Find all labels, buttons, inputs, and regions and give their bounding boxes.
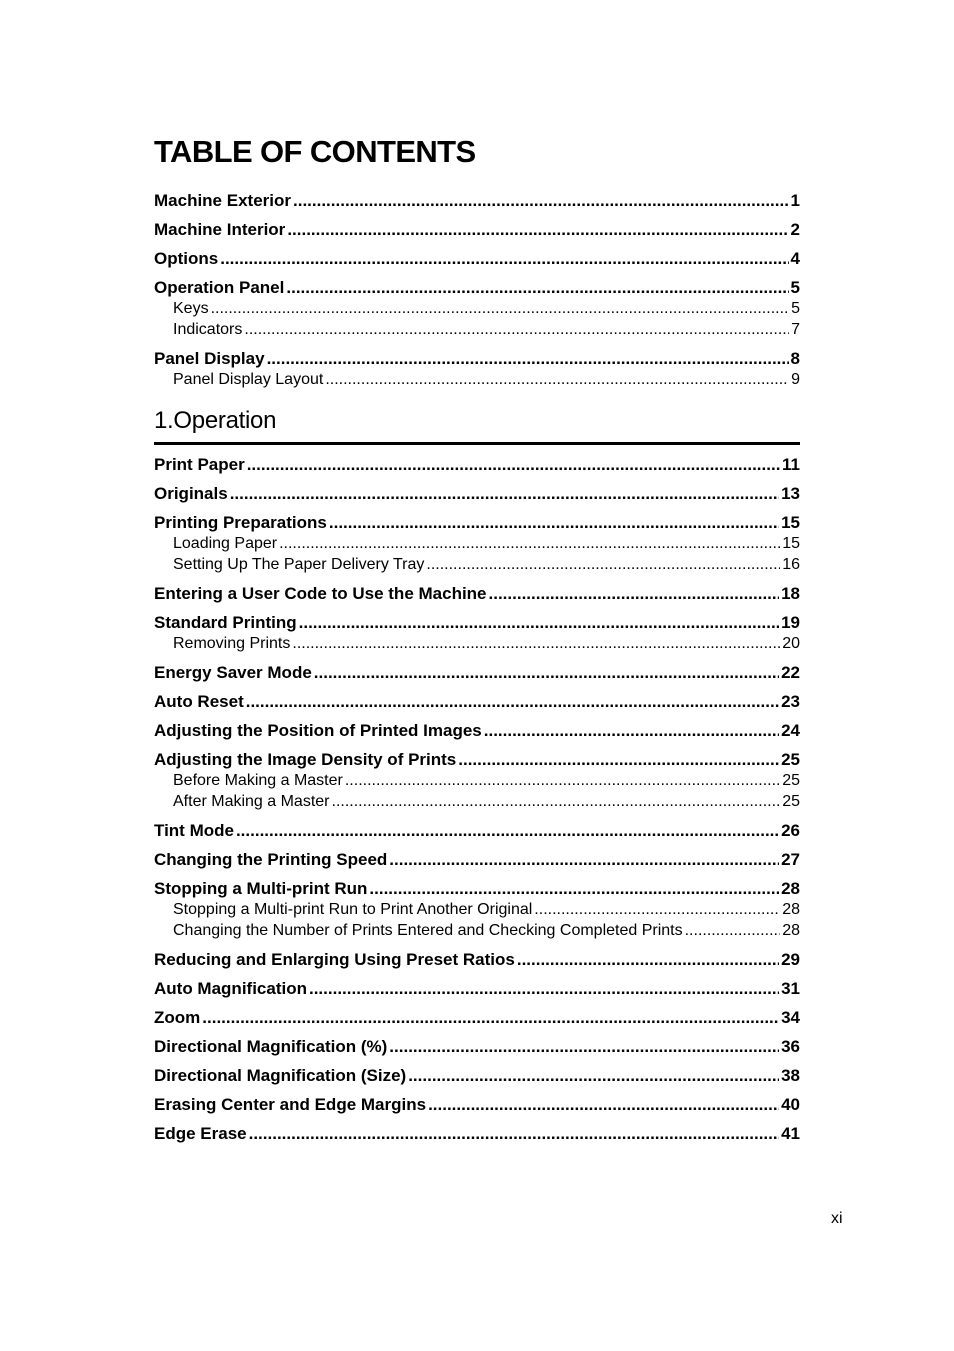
toc-entry-page: 11 — [782, 455, 800, 474]
toc-subentry[interactable] — [154, 770, 800, 791]
dot-leader — [249, 1123, 779, 1144]
toc-subentry[interactable] — [154, 369, 800, 390]
toc-entry-page: 5 — [791, 300, 800, 317]
toc-entry[interactable] — [154, 348, 800, 369]
toc-entry-title: Loading Paper — [173, 535, 278, 552]
toc-subentry[interactable] — [154, 899, 800, 920]
toc-entry-title: Panel Display — [154, 349, 265, 368]
toc-subentry[interactable] — [154, 319, 800, 340]
toc-entry-title: Stopping a Multi-print Run to Print Another Original — [173, 901, 533, 918]
toc-entry-title: Before Making a Master — [173, 772, 343, 789]
dot-leader — [230, 483, 779, 504]
toc-entry[interactable] — [154, 1065, 800, 1086]
toc-entry-page: 7 — [791, 321, 800, 338]
toc-entry[interactable] — [154, 219, 800, 240]
toc-entry-page: 24 — [781, 721, 800, 740]
toc-chapter-1 — [154, 454, 800, 1144]
dot-leader — [202, 1007, 779, 1028]
toc-entry-page: 26 — [781, 821, 800, 840]
toc-entry-title: Operation Panel — [154, 278, 285, 297]
dot-leader — [484, 720, 779, 741]
toc-entry-title: Adjusting the Image Density of Prints — [154, 750, 457, 769]
toc-entry-title: Indicators — [173, 321, 243, 338]
dot-leader — [293, 190, 789, 211]
toc-subentry[interactable] — [154, 554, 800, 575]
toc-entry[interactable] — [154, 662, 800, 683]
toc-entry[interactable] — [154, 483, 800, 504]
dot-leader — [389, 1036, 779, 1057]
dot-leader — [534, 899, 780, 920]
dot-leader — [247, 454, 780, 475]
toc-entry-page: 9 — [791, 371, 800, 388]
toc-front-matter — [154, 190, 800, 390]
dot-leader — [685, 920, 781, 941]
toc-entry[interactable] — [154, 1094, 800, 1115]
toc-subentry[interactable] — [154, 633, 800, 654]
toc-entry-page: 25 — [782, 772, 800, 789]
dot-leader — [279, 533, 780, 554]
toc-entry-page: 20 — [782, 635, 800, 652]
toc-entry-page: 2 — [790, 220, 800, 239]
toc-entry-page: 27 — [781, 850, 800, 869]
toc-entry-page: 1 — [790, 191, 800, 210]
dot-leader — [369, 878, 779, 899]
toc-entry-title: Print Paper — [154, 455, 245, 474]
toc-entry-title: Removing Prints — [173, 635, 291, 652]
toc-entry-title: Printing Preparations — [154, 513, 327, 532]
toc-entry-title: Stopping a Multi-print Run — [154, 879, 368, 898]
toc-entry-page: 25 — [781, 750, 800, 769]
toc-entry-page: 15 — [781, 513, 800, 532]
toc-entry-title: Zoom — [154, 1008, 201, 1027]
toc-entry-title: Reducing and Enlarging Using Preset Ratios — [154, 950, 515, 969]
dot-leader — [332, 791, 781, 812]
toc-entry[interactable] — [154, 1007, 800, 1028]
toc-entry-title: Edge Erase — [154, 1124, 247, 1143]
dot-leader — [426, 554, 780, 575]
toc-entry-page: 15 — [782, 535, 800, 552]
dot-leader — [517, 949, 779, 970]
toc-entry-title: Standard Printing — [154, 613, 297, 632]
toc-entry-title: Energy Saver Mode — [154, 663, 312, 682]
toc-entry-title: Options — [154, 249, 219, 268]
toc-entry-page: 25 — [782, 793, 800, 810]
toc-entry[interactable] — [154, 949, 800, 970]
dot-leader — [267, 348, 789, 369]
toc-entry-page: 28 — [781, 879, 800, 898]
toc-entry-title: Tint Mode — [154, 821, 234, 840]
toc-entry-page: 40 — [781, 1095, 800, 1114]
toc-subentry[interactable] — [154, 920, 800, 941]
dot-leader — [309, 978, 779, 999]
chapter-heading: 1.Operation — [154, 404, 800, 445]
dot-leader — [211, 298, 790, 319]
toc-entry[interactable] — [154, 820, 800, 841]
dot-leader — [428, 1094, 779, 1115]
toc-entry-page: 19 — [781, 613, 800, 632]
toc-entry-title: Machine Exterior — [154, 191, 291, 210]
toc-entry-page: 22 — [781, 663, 800, 682]
toc-entry-page: 31 — [781, 979, 800, 998]
toc-entry[interactable] — [154, 1036, 800, 1057]
dot-leader — [246, 691, 779, 712]
toc-subentry[interactable] — [154, 298, 800, 319]
toc-entry-page: 13 — [781, 484, 800, 503]
toc-entry-page: 23 — [781, 692, 800, 711]
toc-entry-page: 34 — [781, 1008, 800, 1027]
toc-entry-title: Originals — [154, 484, 228, 503]
toc-entry-title: Setting Up The Paper Delivery Tray — [173, 556, 425, 573]
toc-entry-page: 38 — [781, 1066, 800, 1085]
toc-entry-title: Entering a User Code to Use the Machine — [154, 584, 487, 603]
toc-entry-title: Machine Interior — [154, 220, 286, 239]
dot-leader — [389, 849, 779, 870]
toc-entry-title: Auto Reset — [154, 692, 244, 711]
toc-entry-title: Directional Magnification (Size) — [154, 1066, 407, 1085]
dot-leader — [408, 1065, 779, 1086]
dot-leader — [489, 583, 780, 604]
dot-leader — [220, 248, 788, 269]
toc-subentry[interactable] — [154, 533, 800, 554]
toc-entry-page: 28 — [782, 922, 800, 939]
toc-entry[interactable] — [154, 190, 800, 211]
dot-leader — [287, 219, 788, 240]
dot-leader — [325, 369, 789, 390]
dot-leader — [329, 512, 779, 533]
toc-entry-title: After Making a Master — [173, 793, 330, 810]
toc-entry-page: 18 — [781, 584, 800, 603]
dot-leader — [244, 319, 789, 340]
dot-leader — [236, 820, 779, 841]
toc-entry[interactable] — [154, 720, 800, 741]
dot-leader — [345, 770, 780, 791]
toc-entry-title: Changing the Printing Speed — [154, 850, 388, 869]
dot-leader — [458, 749, 779, 770]
toc-entry-title: Keys — [173, 300, 209, 317]
dot-leader — [292, 633, 780, 654]
page-title: TABLE OF CONTENTS — [154, 134, 476, 169]
toc-entry-title: Erasing Center and Edge Margins — [154, 1095, 427, 1114]
page-number: xi — [831, 1210, 843, 1227]
toc-entry[interactable] — [154, 878, 800, 899]
toc-entry[interactable] — [154, 277, 800, 298]
toc-entry-page: 29 — [781, 950, 800, 969]
toc-entry[interactable] — [154, 691, 800, 712]
toc-entry-title: Changing the Number of Prints Entered and Checking Completed Prints — [173, 922, 683, 939]
toc-entry-title: Adjusting the Position of Printed Images — [154, 721, 482, 740]
toc-entry[interactable] — [154, 248, 800, 269]
toc-entry[interactable] — [154, 749, 800, 770]
dot-leader — [314, 662, 779, 683]
toc-entry[interactable] — [154, 454, 800, 475]
toc-entry-page: 8 — [790, 349, 800, 368]
toc-entry[interactable] — [154, 512, 800, 533]
dot-leader — [299, 612, 779, 633]
toc-entry[interactable] — [154, 849, 800, 870]
toc-entry-page: 41 — [781, 1124, 800, 1143]
toc-entry-title: Auto Magnification — [154, 979, 307, 998]
toc-entry-page: 4 — [790, 249, 800, 268]
dot-leader — [286, 277, 788, 298]
toc-subentry[interactable] — [154, 791, 800, 812]
toc-entry[interactable] — [154, 978, 800, 999]
toc-entry-title: Panel Display Layout — [173, 371, 324, 388]
toc-entry-title: Directional Magnification (%) — [154, 1037, 388, 1056]
toc-entry-page: 28 — [782, 901, 800, 918]
toc-entry[interactable] — [154, 1123, 800, 1144]
toc-entry[interactable] — [154, 612, 800, 633]
toc-entry[interactable] — [154, 583, 800, 604]
toc-entry-page: 36 — [781, 1037, 800, 1056]
toc-entry-page: 5 — [790, 278, 800, 297]
toc-entry-page: 16 — [782, 556, 800, 573]
